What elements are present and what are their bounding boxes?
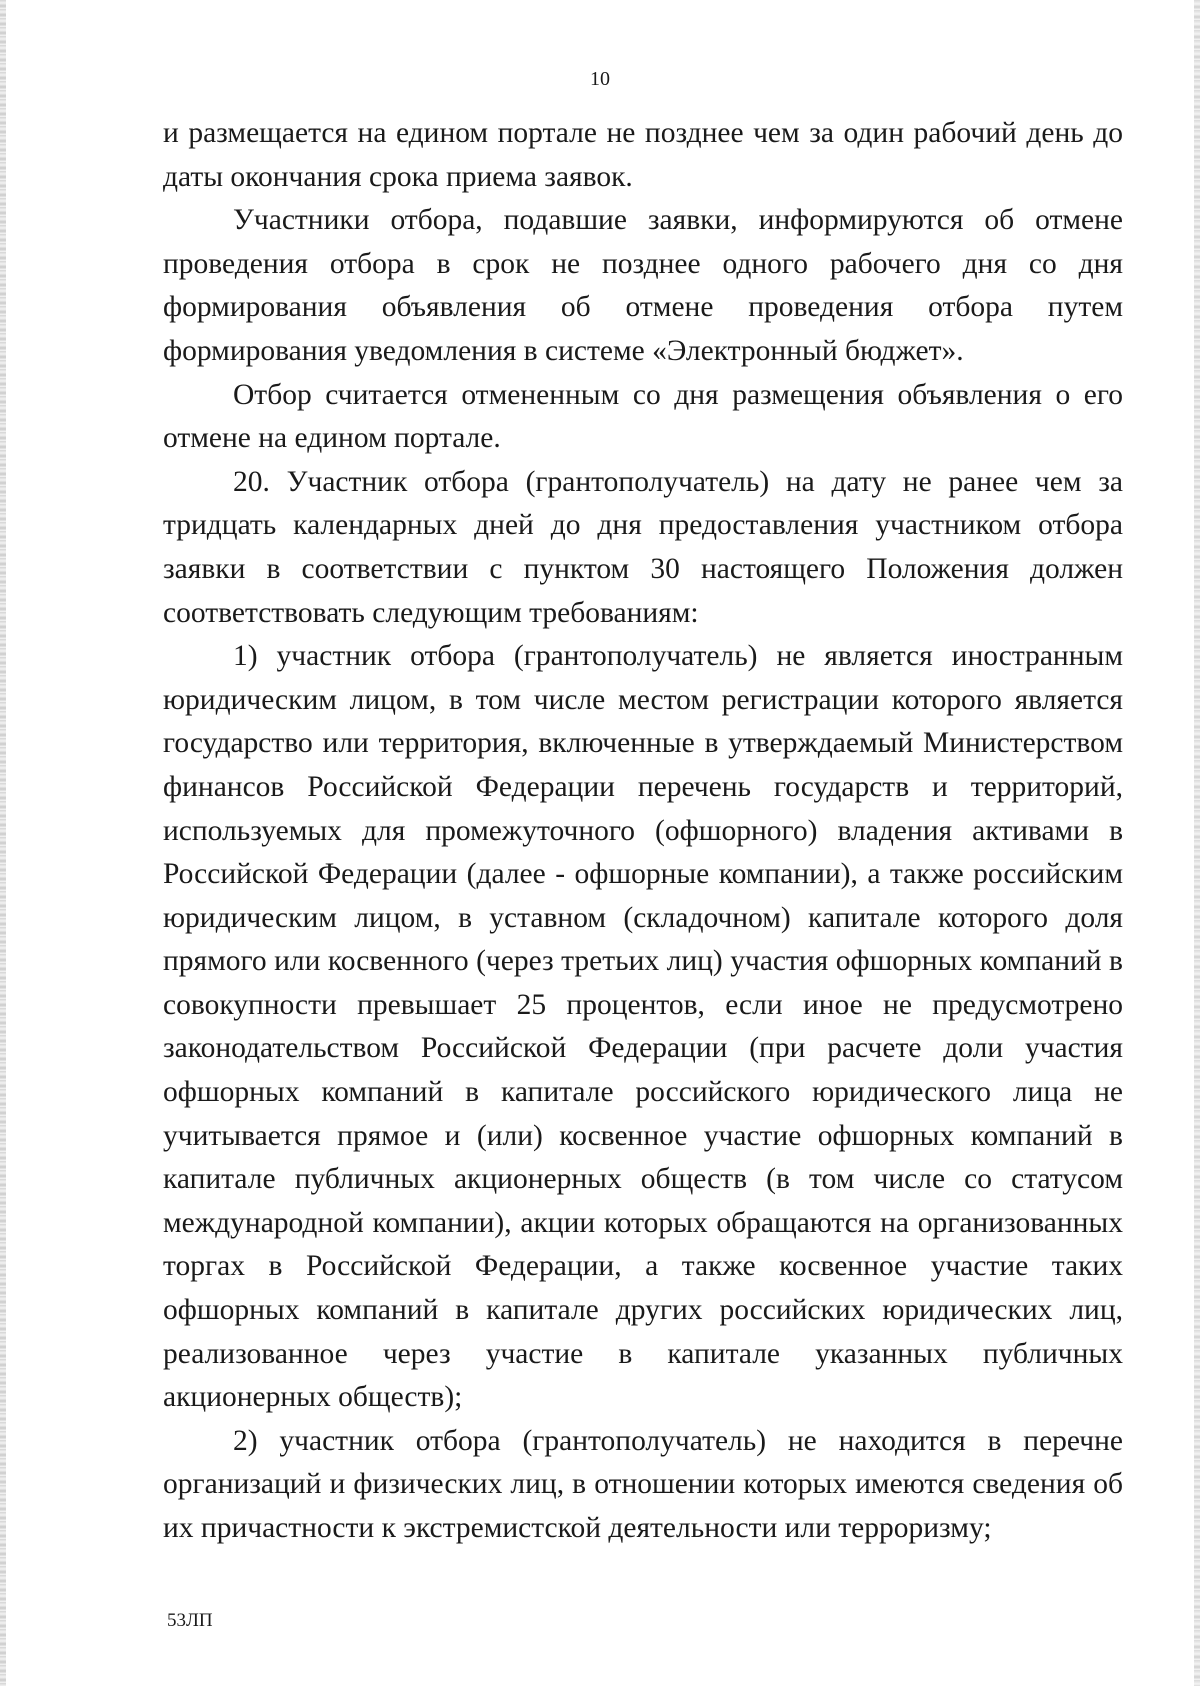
paragraph-item-20: 20. Участник отбора (грантополучатель) на дату не ранее чем за тридцать календарных дней до дня предоставления участником отбора заявки в соответствии с пунктом 30 настоящего Положения должен соответствовать следующим требованиям: (163, 465, 1123, 629)
paragraph-selection-cancelled: Отбор считается отмененным со дня размещения объявления о его отмене на едином портале. (163, 378, 1123, 455)
paragraph-continuation: и размещается на едином портале не позднее чем за один рабочий день до даты окончания срока приема заявок. (163, 117, 1123, 193)
paragraph-requirement-2: 2) участник отбора (грантополучатель) не находится в перечне организаций и физических лиц, в отношении которых имеются сведения об их причастности к экстремистской деятельности или терроризму; (163, 1424, 1123, 1544)
scan-edge-right (1194, 0, 1200, 1686)
paragraph-requirement-1: 1) участник отбора (грантополучатель) не является иностранным юридическим лицом, в том числе местом регистрации которого является государство или территория, включенные в утверждаемый Министерством финансов Российской Федерации перечень государств и территорий, используемых для промежуточного (офшорного) владения активами в Российской Федерации (далее - офшорные компании), а также российским юридическим лицом, в уставном (складочном) капитале которого доля прямого или косвенного (через третьих лиц) участия офшорных компаний в совокупности превышает 25 процентов, если иное не предусмотрено законодательством Российской Федерации (при расчете доли участия офшорных компаний в капитале российского юридического лица не учитывается прямое и (или) косвенное участие офшорных компаний в капитале публичных акционерных обществ (в том числе со статусом международной компании), акции которых обращаются на организованных торгах в Российской Федерации, а также косвенное участие таких офшорных компаний в капитале других российских юридических лиц, реализованное через участие в капитале указанных публичных акционерных обществ); (163, 640, 1123, 1414)
document-body (163, 112, 1123, 1551)
paragraph-participants-notification: Участники отбора, подавшие заявки, информируются об отмене проведения отбора в срок не позднее одного рабочего дня со дня формирования объявления об отмене проведения отбора путем формирования уведомления в системе «Электронный бюджет». (163, 204, 1123, 367)
footer-document-code: 53ЛП (167, 1610, 213, 1631)
page-number: 10 (590, 68, 610, 90)
scan-edge-left (0, 0, 6, 1686)
